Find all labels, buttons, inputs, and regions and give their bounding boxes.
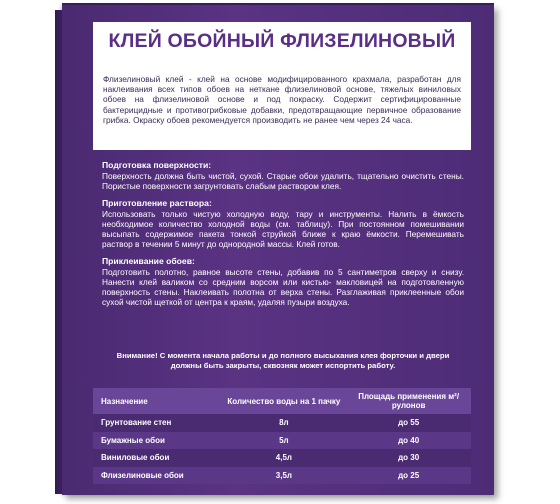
cell-purpose: Виниловые обои — [93, 449, 222, 467]
cell-area: до 40 — [346, 432, 471, 450]
section-heading: Приготовление раствора: — [102, 197, 212, 208]
section-solution-prep — [102, 198, 464, 250]
section-surface-prep — [102, 160, 464, 192]
column-header-water: Количество воды на 1 пачку — [222, 388, 347, 414]
cell-purpose: Бумажные обои — [93, 432, 222, 450]
label-panel — [93, 22, 471, 150]
table-row — [93, 414, 471, 432]
column-header-area: Площадь применения м²/рулонов — [346, 388, 471, 414]
column-header-purpose: Назначение — [93, 388, 222, 414]
table-row — [93, 467, 471, 485]
section-heading: Подготовка поверхности: — [102, 160, 212, 170]
cell-water: 3,5л — [222, 467, 347, 485]
instructions — [102, 160, 464, 314]
section-text: Использовать только чистую холодную воду, тару и инструменты. Налить в ёмкость необходимое количество холодной воды (см. таблицу). При постоянном помешивании высыпать содержимое пакета тонкой струйкой ближе к краю ёмкости. Перемешивать раствор в течении 5 минут до однородной массы. Клей готов. — [102, 208, 464, 250]
cell-area: до 55 — [346, 414, 471, 432]
cell-water: 5л — [222, 432, 347, 450]
warning-text: Внимание! С момента начала работы и до полного высыхания клея форточки и двери должны быть закрыты, сквозняк может испортить работу. — [116, 351, 450, 370]
section-text: Поверхность должна быть чистой, сухой. Старые обои удалить, тщательно очистить стены. Пористые поверхности загрунтовать слабым раствором клея. — [102, 171, 464, 192]
dosage-table — [93, 388, 471, 484]
cell-water: 4,5л — [222, 449, 347, 467]
product-title: КЛЕЙ ОБОЙНЫЙ ФЛИЗЕЛИНОВЫЙ — [108, 30, 456, 52]
cell-purpose: Грунтование стен — [93, 414, 222, 432]
cell-water: 8л — [222, 414, 347, 432]
product-description: Флизелиновый клей - клей на основе модифицированного крахмала, разработан для наклеивания всех типов обоев на неткане флизелиновой основе, тяжелых виниловых обоев на флизелиновой основе и под покраску. Содержит сертифицированные бактерицидные и противогрибковые добавки, предотвращающие первичное образование грибка. Окраску обоев рекомендуется производить не ранее чем через 24 часа. — [103, 74, 461, 125]
section-wallpaper-gluing — [102, 256, 464, 308]
section-text: Подготовить полотно, равное высоте стены, добавив по 5 сантиметров сверху и снизу. Нанести клей валиком со средним ворсом или кистью- макловицей на подготовленную поверхность стены. Наклеивать полотна от верха стены. Разглаживая приклеенные обои сухой чистой щеткой от центра к краям, удаляя пузыри воздуха. — [102, 266, 464, 308]
table-row — [93, 449, 471, 467]
cell-purpose: Флизелиновые обои — [93, 467, 222, 485]
section-heading: Приклеивание обоев: — [102, 255, 195, 266]
table-header-row — [93, 388, 471, 414]
cell-area: до 25 — [346, 467, 471, 485]
table-row — [93, 432, 471, 450]
cell-area: до 30 — [346, 449, 471, 467]
